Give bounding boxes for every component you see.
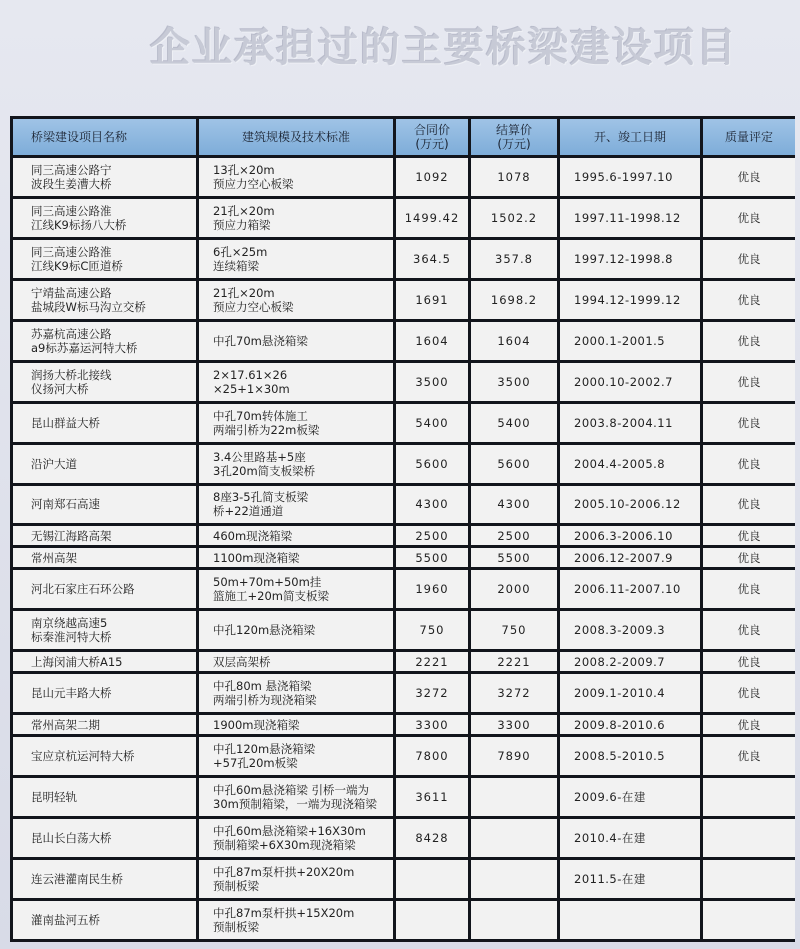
cell-quality: 优良 bbox=[703, 611, 795, 649]
cell-quality bbox=[703, 901, 795, 939]
cell-dates: 2000.1-2001.5 bbox=[560, 322, 700, 360]
cell-contract-price: 3500 bbox=[396, 363, 468, 401]
cell-contract-price bbox=[396, 860, 468, 898]
cell-settlement-price: 5500 bbox=[471, 548, 557, 567]
cell-quality: 优良 bbox=[703, 240, 795, 278]
table-row bbox=[13, 652, 795, 671]
cell-contract-price: 1092 bbox=[396, 158, 468, 196]
cell-settlement-price: 1078 bbox=[471, 158, 557, 196]
cell-contract-price: 3272 bbox=[396, 674, 468, 712]
table-row bbox=[13, 445, 795, 483]
table-header-row bbox=[13, 119, 795, 155]
cell-quality: 优良 bbox=[703, 737, 795, 775]
cell-settlement-price: 3300 bbox=[471, 715, 557, 734]
cell-dates: 1997.11-1998.12 bbox=[560, 199, 700, 237]
cell-settlement-price bbox=[471, 778, 557, 816]
cell-spec: 中孔120m悬浇箱梁 +57孔20m板梁 bbox=[199, 737, 393, 775]
cell-contract-price: 8428 bbox=[396, 819, 468, 857]
cell-dates: 2009.6-在建 bbox=[560, 778, 700, 816]
cell-project-name: 昆明轻轨 bbox=[13, 778, 196, 816]
cell-project-name: 润扬大桥北接线 仪扬河大桥 bbox=[13, 363, 196, 401]
cell-spec: 中孔87m泵杆拱+20X20m 预制板梁 bbox=[199, 860, 393, 898]
cell-settlement-price bbox=[471, 819, 557, 857]
cell-contract-price: 750 bbox=[396, 611, 468, 649]
table-row bbox=[13, 548, 795, 567]
cell-project-name: 宁靖盐高速公路 盐城段W标马沟立交桥 bbox=[13, 281, 196, 319]
cell-dates: 2006.3-2006.10 bbox=[560, 526, 700, 545]
cell-contract-price: 7800 bbox=[396, 737, 468, 775]
table-row bbox=[13, 737, 795, 775]
cell-spec: 中孔80m 悬浇箱梁 两端引桥为现浇箱梁 bbox=[199, 674, 393, 712]
cell-quality: 优良 bbox=[703, 570, 795, 608]
cell-dates: 2009.8-2010.6 bbox=[560, 715, 700, 734]
cell-quality: 优良 bbox=[703, 281, 795, 319]
cell-spec: 21孔×20m 预应力箱梁 bbox=[199, 199, 393, 237]
cell-dates: 1995.6-1997.10 bbox=[560, 158, 700, 196]
cell-spec: 1900m现浇箱梁 bbox=[199, 715, 393, 734]
cell-dates: 2006.12-2007.9 bbox=[560, 548, 700, 567]
cell-settlement-price bbox=[471, 901, 557, 939]
cell-dates: 2008.2-2009.7 bbox=[560, 652, 700, 671]
cell-project-name: 灌南盐河五桥 bbox=[13, 901, 196, 939]
cell-dates: 2005.10-2006.12 bbox=[560, 486, 700, 524]
cell-contract-price: 5500 bbox=[396, 548, 468, 567]
cell-quality bbox=[703, 819, 795, 857]
cell-contract-price: 3300 bbox=[396, 715, 468, 734]
cell-quality: 优良 bbox=[703, 404, 795, 442]
cell-settlement-price: 2221 bbox=[471, 652, 557, 671]
cell-project-name: 昆山群益大桥 bbox=[13, 404, 196, 442]
table-row bbox=[13, 860, 795, 898]
cell-project-name: 沿沪大道 bbox=[13, 445, 196, 483]
table-row bbox=[13, 486, 795, 524]
cell-quality: 优良 bbox=[703, 674, 795, 712]
cell-spec: 8座3-5孔简支板梁 桥+22道通道 bbox=[199, 486, 393, 524]
cell-settlement-price: 4300 bbox=[471, 486, 557, 524]
table-row bbox=[13, 901, 795, 939]
cell-spec: 中孔70m转体施工 两端引桥为22m板梁 bbox=[199, 404, 393, 442]
cell-settlement-price: 1604 bbox=[471, 322, 557, 360]
table-row bbox=[13, 674, 795, 712]
table-row bbox=[13, 240, 795, 278]
cell-quality: 优良 bbox=[703, 363, 795, 401]
projects-table bbox=[10, 116, 798, 942]
cell-contract-price: 1960 bbox=[396, 570, 468, 608]
cell-project-name: 常州高架二期 bbox=[13, 715, 196, 734]
cell-spec: 中孔60m悬浇箱梁+16X30m 预制箱梁+6X30m现浇箱梁 bbox=[199, 819, 393, 857]
cell-quality: 优良 bbox=[703, 486, 795, 524]
cell-project-name: 连云港灌南民生桥 bbox=[13, 860, 196, 898]
cell-spec: 双层高架桥 bbox=[199, 652, 393, 671]
cell-settlement-price: 2500 bbox=[471, 526, 557, 545]
cell-contract-price bbox=[396, 901, 468, 939]
cell-settlement-price: 7890 bbox=[471, 737, 557, 775]
cell-settlement-price bbox=[471, 860, 557, 898]
cell-spec: 50m+70m+50m挂 篮施工+20m简支板梁 bbox=[199, 570, 393, 608]
cell-contract-price: 364.5 bbox=[396, 240, 468, 278]
cell-project-name: 同三高速公路淮 江线K9标扬八大桥 bbox=[13, 199, 196, 237]
projects-table-container bbox=[10, 116, 795, 942]
cell-contract-price: 3611 bbox=[396, 778, 468, 816]
cell-settlement-price: 5600 bbox=[471, 445, 557, 483]
table-row bbox=[13, 199, 795, 237]
cell-spec: 中孔60m悬浇箱梁 引桥一端为 30m预制箱梁，一端为现浇箱梁 bbox=[199, 778, 393, 816]
table-row bbox=[13, 570, 795, 608]
header-settlement-price: 结算价 (万元) bbox=[471, 119, 557, 155]
cell-contract-price: 5600 bbox=[396, 445, 468, 483]
table-row bbox=[13, 404, 795, 442]
cell-project-name: 无锡江海路高架 bbox=[13, 526, 196, 545]
cell-project-name: 常州高架 bbox=[13, 548, 196, 567]
table-row bbox=[13, 611, 795, 649]
cell-dates: 2004.4-2005.8 bbox=[560, 445, 700, 483]
cell-project-name: 苏嘉杭高速公路 a9标苏嘉运河特大桥 bbox=[13, 322, 196, 360]
cell-settlement-price: 3272 bbox=[471, 674, 557, 712]
cell-project-name: 同三高速公路宁 波段生姜漕大桥 bbox=[13, 158, 196, 196]
cell-quality: 优良 bbox=[703, 715, 795, 734]
table-row bbox=[13, 158, 795, 196]
cell-quality: 优良 bbox=[703, 526, 795, 545]
cell-spec: 2×17.61×26 ×25+1×30m bbox=[199, 363, 393, 401]
cell-settlement-price: 3500 bbox=[471, 363, 557, 401]
cell-dates: 2003.8-2004.11 bbox=[560, 404, 700, 442]
cell-contract-price: 1499.42 bbox=[396, 199, 468, 237]
table-row bbox=[13, 322, 795, 360]
header-project-name: 桥梁建设项目名称 bbox=[13, 119, 196, 155]
cell-project-name: 河北石家庄石环公路 bbox=[13, 570, 196, 608]
cell-settlement-price: 1698.2 bbox=[471, 281, 557, 319]
header-spec: 建筑规模及技术标准 bbox=[199, 119, 393, 155]
cell-quality bbox=[703, 778, 795, 816]
cell-dates: 2011.5-在建 bbox=[560, 860, 700, 898]
cell-contract-price: 1604 bbox=[396, 322, 468, 360]
cell-dates: 2008.5-2010.5 bbox=[560, 737, 700, 775]
cell-settlement-price: 2000 bbox=[471, 570, 557, 608]
cell-quality: 优良 bbox=[703, 548, 795, 567]
cell-dates: 1997.12-1998.8 bbox=[560, 240, 700, 278]
cell-quality: 优良 bbox=[703, 322, 795, 360]
cell-spec: 21孔×20m 预应力空心板梁 bbox=[199, 281, 393, 319]
table-row bbox=[13, 819, 795, 857]
cell-project-name: 昆山元丰路大桥 bbox=[13, 674, 196, 712]
cell-dates: 2009.1-2010.4 bbox=[560, 674, 700, 712]
cell-dates: 2010.4-在建 bbox=[560, 819, 700, 857]
cell-spec: 1100m现浇箱梁 bbox=[199, 548, 393, 567]
cell-project-name: 同三高速公路淮 江线K9标C匝道桥 bbox=[13, 240, 196, 278]
cell-quality: 优良 bbox=[703, 158, 795, 196]
cell-quality: 优良 bbox=[703, 445, 795, 483]
cell-contract-price: 4300 bbox=[396, 486, 468, 524]
cell-contract-price: 5400 bbox=[396, 404, 468, 442]
cell-spec: 中孔87m泵杆拱+15X20m 预制板梁 bbox=[199, 901, 393, 939]
cell-spec: 13孔×20m 预应力空心板梁 bbox=[199, 158, 393, 196]
cell-project-name: 昆山长白荡大桥 bbox=[13, 819, 196, 857]
cell-spec: 3.4公里路基+5座 3孔20m简支板梁桥 bbox=[199, 445, 393, 483]
cell-contract-price: 2221 bbox=[396, 652, 468, 671]
table-row bbox=[13, 526, 795, 545]
cell-spec: 6孔×25m 连续箱梁 bbox=[199, 240, 393, 278]
cell-contract-price: 1691 bbox=[396, 281, 468, 319]
cell-quality bbox=[703, 860, 795, 898]
cell-spec: 中孔70m悬浇箱梁 bbox=[199, 322, 393, 360]
cell-quality: 优良 bbox=[703, 199, 795, 237]
cell-project-name: 上海闵浦大桥A15 bbox=[13, 652, 196, 671]
header-quality: 质量评定 bbox=[703, 119, 795, 155]
header-dates: 开、竣工日期 bbox=[560, 119, 700, 155]
cell-quality: 优良 bbox=[703, 652, 795, 671]
table-row bbox=[13, 715, 795, 734]
table-row bbox=[13, 778, 795, 816]
table-row bbox=[13, 363, 795, 401]
cell-dates: 2000.10-2002.7 bbox=[560, 363, 700, 401]
header-contract-price: 合同价 (万元) bbox=[396, 119, 468, 155]
cell-settlement-price: 357.8 bbox=[471, 240, 557, 278]
cell-dates: 2006.11-2007.10 bbox=[560, 570, 700, 608]
cell-dates bbox=[560, 901, 700, 939]
cell-settlement-price: 5400 bbox=[471, 404, 557, 442]
cell-spec: 中孔120m悬浇箱梁 bbox=[199, 611, 393, 649]
table-row bbox=[13, 281, 795, 319]
cell-project-name: 河南郑石高速 bbox=[13, 486, 196, 524]
cell-contract-price: 2500 bbox=[396, 526, 468, 545]
cell-spec: 460m现浇箱梁 bbox=[199, 526, 393, 545]
cell-settlement-price: 1502.2 bbox=[471, 199, 557, 237]
page-title: 企业承担过的主要桥梁建设项目 bbox=[150, 24, 738, 71]
cell-dates: 1994.12-1999.12 bbox=[560, 281, 700, 319]
cell-project-name: 宝应京杭运河特大桥 bbox=[13, 737, 196, 775]
cell-settlement-price: 750 bbox=[471, 611, 557, 649]
cell-dates: 2008.3-2009.3 bbox=[560, 611, 700, 649]
cell-project-name: 南京绕越高速5 标秦淮河特大桥 bbox=[13, 611, 196, 649]
